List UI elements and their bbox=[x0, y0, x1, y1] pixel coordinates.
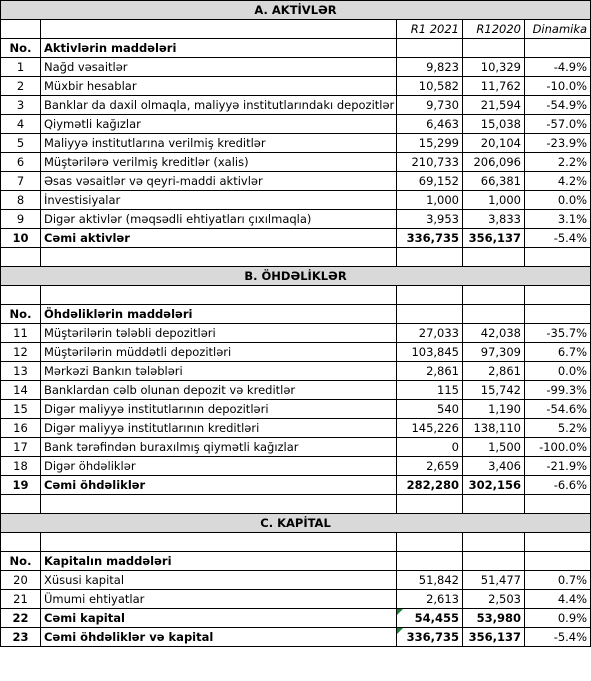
empty-cell bbox=[463, 39, 525, 58]
empty-cell bbox=[397, 495, 463, 514]
empty-cell bbox=[397, 248, 463, 267]
row-number: 8 bbox=[1, 191, 41, 210]
dynamics-value: -5.4% bbox=[525, 229, 591, 248]
dynamics-value: -54.9% bbox=[525, 96, 591, 115]
table-row bbox=[1, 115, 591, 134]
dynamics-value: -21.9% bbox=[525, 457, 591, 476]
row-label: Mərkəzi Bankın tələbləri bbox=[41, 362, 397, 381]
dynamics-value: -54.6% bbox=[525, 400, 591, 419]
row-label: Maliyyə institutlarına verilmiş kreditlər bbox=[41, 134, 397, 153]
empty-cell bbox=[525, 248, 591, 267]
total-value-2021: 282,280 bbox=[397, 476, 463, 495]
row-label: Banklardan cəlb olunan depozit və kreditlər bbox=[41, 381, 397, 400]
table-row bbox=[1, 590, 591, 609]
row-label: Müştərilərin tələbli depozitləri bbox=[41, 324, 397, 343]
empty-cell bbox=[397, 305, 463, 324]
column-header-row bbox=[1, 20, 591, 39]
row-number: 21 bbox=[1, 590, 41, 609]
no-label: No. bbox=[1, 305, 41, 324]
no-label: No. bbox=[1, 39, 41, 58]
value-2021: 9,823 bbox=[397, 58, 463, 77]
dynamics-value: -10.0% bbox=[525, 77, 591, 96]
row-label: Qiymətli kağızlar bbox=[41, 115, 397, 134]
row-number: 6 bbox=[1, 153, 41, 172]
value-2021: 2,861 bbox=[397, 362, 463, 381]
total-row bbox=[1, 476, 591, 495]
dynamics-value: 0.9% bbox=[525, 609, 591, 628]
value-2021: 0 bbox=[397, 438, 463, 457]
empty-cell bbox=[397, 552, 463, 571]
value-2020: 2,861 bbox=[463, 362, 525, 381]
row-number: 7 bbox=[1, 172, 41, 191]
empty-cell bbox=[463, 305, 525, 324]
total-label: Cəmi kapital bbox=[41, 609, 397, 628]
total-label: Cəmi aktivlər bbox=[41, 229, 397, 248]
empty-cell bbox=[525, 39, 591, 58]
dynamics-value: -5.4% bbox=[525, 628, 591, 647]
row-number: 11 bbox=[1, 324, 41, 343]
total-value-2021: 54,455 bbox=[397, 609, 463, 628]
row-number: 13 bbox=[1, 362, 41, 381]
items-label: Aktivlərin maddələri bbox=[41, 39, 397, 58]
total-value-2020: 356,137 bbox=[463, 229, 525, 248]
value-2020: 15,038 bbox=[463, 115, 525, 134]
row-number: 9 bbox=[1, 210, 41, 229]
row-number: 18 bbox=[1, 457, 41, 476]
empty-cell bbox=[41, 533, 397, 552]
table-row bbox=[1, 77, 591, 96]
table-row bbox=[1, 210, 591, 229]
value-2020: 1,190 bbox=[463, 400, 525, 419]
row-number: 4 bbox=[1, 115, 41, 134]
dynamics-value: 0.0% bbox=[525, 191, 591, 210]
items-label: Kapitalın maddələri bbox=[41, 552, 397, 571]
value-2020: 1,500 bbox=[463, 438, 525, 457]
row-label: Digər aktivlər (məqsədli ehtiyatları çıxılmaqla) bbox=[41, 210, 397, 229]
row-label: Ümumi ehtiyatlar bbox=[41, 590, 397, 609]
grand-total-value-2020: 356,137 bbox=[463, 628, 525, 647]
empty-cell bbox=[397, 39, 463, 58]
row-label: Bank tərəfindən buraxılmış qiymətli kağızlar bbox=[41, 438, 397, 457]
row-number: 12 bbox=[1, 343, 41, 362]
row-number: 10 bbox=[1, 229, 41, 248]
value-2021: 2,659 bbox=[397, 457, 463, 476]
empty-cell bbox=[41, 495, 397, 514]
total-label: Cəmi öhdəliklər bbox=[41, 476, 397, 495]
dynamics-value: 5.2% bbox=[525, 419, 591, 438]
empty-cell bbox=[525, 286, 591, 305]
empty-cell bbox=[1, 495, 41, 514]
table-row bbox=[1, 134, 591, 153]
table-row bbox=[1, 400, 591, 419]
row-label: Banklar da daxil olmaqla, maliyyə institutlarındakı depozitlər bbox=[41, 96, 397, 115]
row-label: İnvestisiyalar bbox=[41, 191, 397, 210]
row-label: Digər maliyyə institutlarının depozitləri bbox=[41, 400, 397, 419]
empty-cell bbox=[463, 286, 525, 305]
row-label: Nağd vəsaitlər bbox=[41, 58, 397, 77]
dynamics-value: -57.0% bbox=[525, 115, 591, 134]
value-2020: 66,381 bbox=[463, 172, 525, 191]
empty-cell bbox=[463, 248, 525, 267]
value-2021: 210,733 bbox=[397, 153, 463, 172]
row-number: 2 bbox=[1, 77, 41, 96]
total-value-2020: 53,980 bbox=[463, 609, 525, 628]
column-header: R12020 bbox=[463, 20, 525, 39]
table-row bbox=[1, 172, 591, 191]
total-row bbox=[1, 229, 591, 248]
value-2021: 69,152 bbox=[397, 172, 463, 191]
items-label-row bbox=[1, 39, 591, 58]
value-2021: 1,000 bbox=[397, 191, 463, 210]
column-header: Dinamika bbox=[525, 20, 591, 39]
value-2020: 3,833 bbox=[463, 210, 525, 229]
items-label-row bbox=[1, 305, 591, 324]
value-2021: 2,613 bbox=[397, 590, 463, 609]
dynamics-value: 0.0% bbox=[525, 362, 591, 381]
table-row bbox=[1, 191, 591, 210]
row-label: Digər maliyyə institutlarının kreditləri bbox=[41, 419, 397, 438]
grand-total-label: Cəmi öhdəliklər və kapital bbox=[41, 628, 397, 647]
section-title: A. AKTİVLƏR bbox=[1, 1, 591, 20]
value-2020: 206,096 bbox=[463, 153, 525, 172]
total-value-2020: 302,156 bbox=[463, 476, 525, 495]
row-label: Müştərilərə verilmiş kreditlər (xalis) bbox=[41, 153, 397, 172]
spacer-row bbox=[1, 533, 591, 552]
empty-cell bbox=[525, 305, 591, 324]
total-value-2021: 336,735 bbox=[397, 229, 463, 248]
section-title-row bbox=[1, 1, 591, 20]
empty-cell bbox=[41, 20, 397, 39]
dynamics-value: -4.9% bbox=[525, 58, 591, 77]
row-number: 16 bbox=[1, 419, 41, 438]
section-title: C. KAPİTAL bbox=[1, 514, 591, 533]
value-2021: 115 bbox=[397, 381, 463, 400]
section-title-row bbox=[1, 267, 591, 286]
dynamics-value: 6.7% bbox=[525, 343, 591, 362]
empty-cell bbox=[463, 495, 525, 514]
section-title: B. ÖHDƏLİKLƏR bbox=[1, 267, 591, 286]
value-2020: 20,104 bbox=[463, 134, 525, 153]
dynamics-value: 3.1% bbox=[525, 210, 591, 229]
value-2020: 3,406 bbox=[463, 457, 525, 476]
table-row bbox=[1, 96, 591, 115]
empty-cell bbox=[1, 20, 41, 39]
dynamics-value: 4.4% bbox=[525, 590, 591, 609]
row-number: 17 bbox=[1, 438, 41, 457]
empty-cell bbox=[525, 495, 591, 514]
row-number: 20 bbox=[1, 571, 41, 590]
empty-cell bbox=[41, 248, 397, 267]
row-number: 1 bbox=[1, 58, 41, 77]
empty-cell bbox=[397, 286, 463, 305]
row-number: 3 bbox=[1, 96, 41, 115]
spacer-row bbox=[1, 495, 591, 514]
value-2020: 51,477 bbox=[463, 571, 525, 590]
table-row bbox=[1, 153, 591, 172]
dynamics-value: 4.2% bbox=[525, 172, 591, 191]
table-row bbox=[1, 324, 591, 343]
dynamics-value: -6.6% bbox=[525, 476, 591, 495]
row-label: Xüsusi kapital bbox=[41, 571, 397, 590]
section-title-row bbox=[1, 514, 591, 533]
items-label-row bbox=[1, 552, 591, 571]
row-number: 15 bbox=[1, 400, 41, 419]
empty-cell bbox=[463, 533, 525, 552]
table-row bbox=[1, 438, 591, 457]
column-header: R1 2021 bbox=[397, 20, 463, 39]
value-2020: 138,110 bbox=[463, 419, 525, 438]
value-2020: 21,594 bbox=[463, 96, 525, 115]
balance-sheet-body bbox=[1, 1, 591, 647]
grand-total-value-2021: 336,735 bbox=[397, 628, 463, 647]
table-row bbox=[1, 343, 591, 362]
value-2021: 27,033 bbox=[397, 324, 463, 343]
row-label: Müxbir hesablar bbox=[41, 77, 397, 96]
table-row bbox=[1, 457, 591, 476]
empty-cell bbox=[463, 552, 525, 571]
empty-cell bbox=[525, 533, 591, 552]
value-2020: 11,762 bbox=[463, 77, 525, 96]
empty-cell bbox=[1, 533, 41, 552]
items-label: Öhdəliklərin maddələri bbox=[41, 305, 397, 324]
value-2021: 10,582 bbox=[397, 77, 463, 96]
no-label: No. bbox=[1, 552, 41, 571]
dynamics-value: -35.7% bbox=[525, 324, 591, 343]
row-label: Digər öhdəliklər bbox=[41, 457, 397, 476]
value-2021: 540 bbox=[397, 400, 463, 419]
value-2020: 2,503 bbox=[463, 590, 525, 609]
table-row bbox=[1, 381, 591, 400]
dynamics-value: 0.7% bbox=[525, 571, 591, 590]
value-2021: 15,299 bbox=[397, 134, 463, 153]
row-label: Əsas vəsaitlər və qeyri-maddi aktivlər bbox=[41, 172, 397, 191]
table-row bbox=[1, 571, 591, 590]
spacer-row bbox=[1, 286, 591, 305]
dynamics-value: -23.9% bbox=[525, 134, 591, 153]
row-number: 23 bbox=[1, 628, 41, 647]
value-2020: 15,742 bbox=[463, 381, 525, 400]
table-row bbox=[1, 419, 591, 438]
total-row bbox=[1, 609, 591, 628]
value-2021: 51,842 bbox=[397, 571, 463, 590]
value-2021: 103,845 bbox=[397, 343, 463, 362]
empty-cell bbox=[41, 286, 397, 305]
dynamics-value: -100.0% bbox=[525, 438, 591, 457]
table-row bbox=[1, 362, 591, 381]
empty-cell bbox=[525, 552, 591, 571]
row-number: 14 bbox=[1, 381, 41, 400]
row-number: 22 bbox=[1, 609, 41, 628]
value-2020: 1,000 bbox=[463, 191, 525, 210]
grand-total-row bbox=[1, 628, 591, 647]
value-2021: 145,226 bbox=[397, 419, 463, 438]
value-2021: 3,953 bbox=[397, 210, 463, 229]
empty-cell bbox=[1, 248, 41, 267]
table-row bbox=[1, 58, 591, 77]
value-2020: 42,038 bbox=[463, 324, 525, 343]
row-number: 19 bbox=[1, 476, 41, 495]
empty-cell bbox=[397, 533, 463, 552]
value-2021: 6,463 bbox=[397, 115, 463, 134]
spacer-row bbox=[1, 248, 591, 267]
value-2020: 97,309 bbox=[463, 343, 525, 362]
dynamics-value: -99.3% bbox=[525, 381, 591, 400]
row-number: 5 bbox=[1, 134, 41, 153]
value-2020: 10,329 bbox=[463, 58, 525, 77]
value-2021: 9,730 bbox=[397, 96, 463, 115]
empty-cell bbox=[1, 286, 41, 305]
dynamics-value: 2.2% bbox=[525, 153, 591, 172]
row-label: Müştərilərin müddətli depozitləri bbox=[41, 343, 397, 362]
